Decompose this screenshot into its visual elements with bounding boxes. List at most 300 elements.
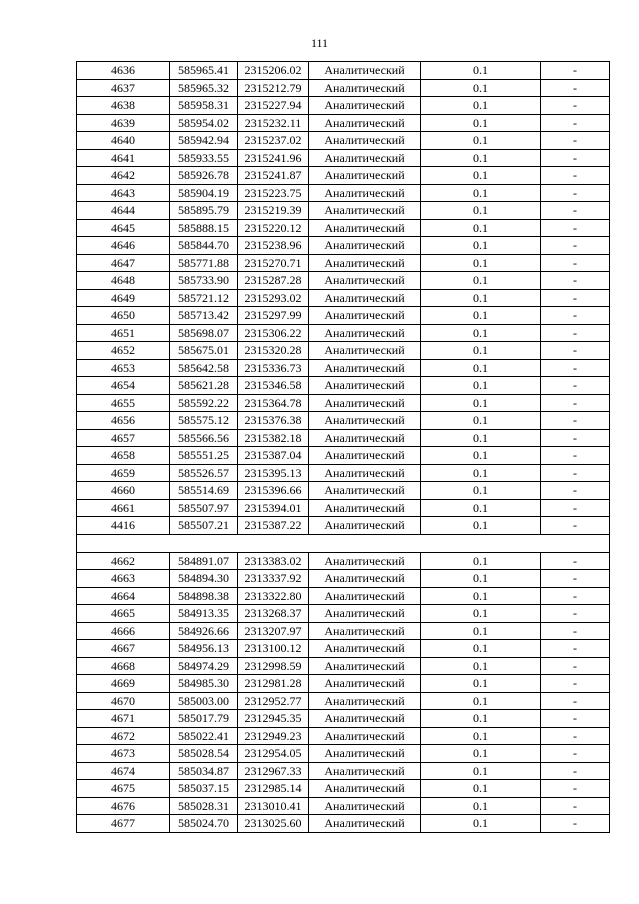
method-cell: Аналитический xyxy=(309,307,421,325)
table-row xyxy=(77,815,610,833)
point-number-cell: 4658 xyxy=(77,447,170,465)
note-cell: - xyxy=(541,552,610,570)
accuracy-cell: 0.1 xyxy=(421,62,541,80)
x-coordinate-cell: 584898.38 xyxy=(170,587,238,605)
table-row xyxy=(77,762,610,780)
y-coordinate-cell: 2315212.79 xyxy=(238,79,309,97)
coordinates-table-body xyxy=(77,62,610,833)
note-cell: - xyxy=(541,377,610,395)
table-row xyxy=(77,745,610,763)
y-coordinate-cell: 2315336.73 xyxy=(238,359,309,377)
note-cell: - xyxy=(541,202,610,220)
point-number-cell: 4642 xyxy=(77,167,170,185)
method-cell: Аналитический xyxy=(309,727,421,745)
accuracy-cell: 0.1 xyxy=(421,97,541,115)
point-number-cell: 4648 xyxy=(77,272,170,290)
point-number-cell: 4673 xyxy=(77,745,170,763)
accuracy-cell: 0.1 xyxy=(421,499,541,517)
method-cell: Аналитический xyxy=(309,780,421,798)
point-number-cell: 4666 xyxy=(77,622,170,640)
note-cell: - xyxy=(541,675,610,693)
method-cell: Аналитический xyxy=(309,324,421,342)
table-row xyxy=(77,307,610,325)
accuracy-cell: 0.1 xyxy=(421,587,541,605)
point-number-cell: 4667 xyxy=(77,640,170,658)
table-row xyxy=(77,640,610,658)
accuracy-cell: 0.1 xyxy=(421,605,541,623)
y-coordinate-cell: 2313010.41 xyxy=(238,797,309,815)
method-cell: Аналитический xyxy=(309,482,421,500)
point-number-cell: 4640 xyxy=(77,132,170,150)
method-cell: Аналитический xyxy=(309,570,421,588)
x-coordinate-cell: 585675.01 xyxy=(170,342,238,360)
note-cell: - xyxy=(541,640,610,658)
y-coordinate-cell: 2315238.96 xyxy=(238,237,309,255)
coordinates-table xyxy=(76,61,610,833)
accuracy-cell: 0.1 xyxy=(421,254,541,272)
y-coordinate-cell: 2315287.28 xyxy=(238,272,309,290)
x-coordinate-cell: 585933.55 xyxy=(170,149,238,167)
x-coordinate-cell: 585514.69 xyxy=(170,482,238,500)
point-number-cell: 4652 xyxy=(77,342,170,360)
note-cell: - xyxy=(541,149,610,167)
accuracy-cell: 0.1 xyxy=(421,745,541,763)
table-row xyxy=(77,412,610,430)
y-coordinate-cell: 2315364.78 xyxy=(238,394,309,412)
note-cell: - xyxy=(541,219,610,237)
y-coordinate-cell: 2315237.02 xyxy=(238,132,309,150)
point-number-cell: 4651 xyxy=(77,324,170,342)
x-coordinate-cell: 584985.30 xyxy=(170,675,238,693)
note-cell: - xyxy=(541,692,610,710)
accuracy-cell: 0.1 xyxy=(421,219,541,237)
x-coordinate-cell: 585566.56 xyxy=(170,429,238,447)
table-row xyxy=(77,202,610,220)
accuracy-cell: 0.1 xyxy=(421,657,541,675)
y-coordinate-cell: 2312945.35 xyxy=(238,710,309,728)
x-coordinate-cell: 584891.07 xyxy=(170,552,238,570)
x-coordinate-cell: 585028.54 xyxy=(170,745,238,763)
y-coordinate-cell: 2315232.11 xyxy=(238,114,309,132)
x-coordinate-cell: 585592.22 xyxy=(170,394,238,412)
table-row xyxy=(77,447,610,465)
method-cell: Аналитический xyxy=(309,464,421,482)
method-cell: Аналитический xyxy=(309,359,421,377)
accuracy-cell: 0.1 xyxy=(421,640,541,658)
note-cell: - xyxy=(541,482,610,500)
y-coordinate-cell: 2312985.14 xyxy=(238,780,309,798)
x-coordinate-cell: 585904.19 xyxy=(170,184,238,202)
table-row xyxy=(77,114,610,132)
x-coordinate-cell: 584913.35 xyxy=(170,605,238,623)
point-number-cell: 4641 xyxy=(77,149,170,167)
accuracy-cell: 0.1 xyxy=(421,149,541,167)
note-cell: - xyxy=(541,289,610,307)
x-coordinate-cell: 585771.88 xyxy=(170,254,238,272)
table-row xyxy=(77,167,610,185)
x-coordinate-cell: 585895.79 xyxy=(170,202,238,220)
table-row xyxy=(77,710,610,728)
y-coordinate-cell: 2315241.87 xyxy=(238,167,309,185)
table-row xyxy=(77,780,610,798)
y-coordinate-cell: 2313337.92 xyxy=(238,570,309,588)
method-cell: Аналитический xyxy=(309,272,421,290)
point-number-cell: 4668 xyxy=(77,657,170,675)
method-cell: Аналитический xyxy=(309,640,421,658)
note-cell: - xyxy=(541,254,610,272)
note-cell: - xyxy=(541,324,610,342)
accuracy-cell: 0.1 xyxy=(421,464,541,482)
y-coordinate-cell: 2315270.71 xyxy=(238,254,309,272)
point-number-cell: 4647 xyxy=(77,254,170,272)
method-cell: Аналитический xyxy=(309,499,421,517)
accuracy-cell: 0.1 xyxy=(421,342,541,360)
method-cell: Аналитический xyxy=(309,710,421,728)
table-row xyxy=(77,184,610,202)
accuracy-cell: 0.1 xyxy=(421,447,541,465)
point-number-cell: 4653 xyxy=(77,359,170,377)
y-coordinate-cell: 2315376.38 xyxy=(238,412,309,430)
table-row xyxy=(77,79,610,97)
method-cell: Аналитический xyxy=(309,62,421,80)
note-cell: - xyxy=(541,167,610,185)
method-cell: Аналитический xyxy=(309,377,421,395)
method-cell: Аналитический xyxy=(309,447,421,465)
point-number-cell: 4661 xyxy=(77,499,170,517)
note-cell: - xyxy=(541,184,610,202)
group-separator-row xyxy=(77,534,610,552)
accuracy-cell: 0.1 xyxy=(421,394,541,412)
note-cell: - xyxy=(541,710,610,728)
point-number-cell: 4657 xyxy=(77,429,170,447)
x-coordinate-cell: 585003.00 xyxy=(170,692,238,710)
x-coordinate-cell: 585575.12 xyxy=(170,412,238,430)
point-number-cell: 4662 xyxy=(77,552,170,570)
y-coordinate-cell: 2313383.02 xyxy=(238,552,309,570)
point-number-cell: 4644 xyxy=(77,202,170,220)
method-cell: Аналитический xyxy=(309,762,421,780)
y-coordinate-cell: 2313268.37 xyxy=(238,605,309,623)
y-coordinate-cell: 2315241.96 xyxy=(238,149,309,167)
x-coordinate-cell: 585713.42 xyxy=(170,307,238,325)
accuracy-cell: 0.1 xyxy=(421,412,541,430)
method-cell: Аналитический xyxy=(309,622,421,640)
y-coordinate-cell: 2312967.33 xyxy=(238,762,309,780)
accuracy-cell: 0.1 xyxy=(421,622,541,640)
point-number-cell: 4655 xyxy=(77,394,170,412)
table-row xyxy=(77,657,610,675)
point-number-cell: 4639 xyxy=(77,114,170,132)
table-row xyxy=(77,587,610,605)
point-number-cell: 4654 xyxy=(77,377,170,395)
table-row xyxy=(77,342,610,360)
x-coordinate-cell: 585721.12 xyxy=(170,289,238,307)
note-cell: - xyxy=(541,464,610,482)
y-coordinate-cell: 2315387.04 xyxy=(238,447,309,465)
accuracy-cell: 0.1 xyxy=(421,815,541,833)
method-cell: Аналитический xyxy=(309,605,421,623)
x-coordinate-cell: 585954.02 xyxy=(170,114,238,132)
note-cell: - xyxy=(541,272,610,290)
method-cell: Аналитический xyxy=(309,429,421,447)
y-coordinate-cell: 2315297.99 xyxy=(238,307,309,325)
accuracy-cell: 0.1 xyxy=(421,167,541,185)
note-cell: - xyxy=(541,394,610,412)
method-cell: Аналитический xyxy=(309,254,421,272)
y-coordinate-cell: 2315394.01 xyxy=(238,499,309,517)
group-separator-cell xyxy=(77,534,610,552)
x-coordinate-cell: 584926.66 xyxy=(170,622,238,640)
point-number-cell: 4677 xyxy=(77,815,170,833)
x-coordinate-cell: 585942.94 xyxy=(170,132,238,150)
note-cell: - xyxy=(541,62,610,80)
point-number-cell: 4649 xyxy=(77,289,170,307)
x-coordinate-cell: 585926.78 xyxy=(170,167,238,185)
method-cell: Аналитический xyxy=(309,149,421,167)
note-cell: - xyxy=(541,132,610,150)
table-row xyxy=(77,219,610,237)
point-number-cell: 4637 xyxy=(77,79,170,97)
accuracy-cell: 0.1 xyxy=(421,517,541,535)
table-row xyxy=(77,692,610,710)
note-cell: - xyxy=(541,237,610,255)
table-row xyxy=(77,482,610,500)
y-coordinate-cell: 2312952.77 xyxy=(238,692,309,710)
table-row xyxy=(77,499,610,517)
note-cell: - xyxy=(541,97,610,115)
x-coordinate-cell: 585888.15 xyxy=(170,219,238,237)
x-coordinate-cell: 584894.30 xyxy=(170,570,238,588)
accuracy-cell: 0.1 xyxy=(421,114,541,132)
y-coordinate-cell: 2315206.02 xyxy=(238,62,309,80)
table-row xyxy=(77,97,610,115)
method-cell: Аналитический xyxy=(309,167,421,185)
table-row xyxy=(77,552,610,570)
note-cell: - xyxy=(541,780,610,798)
point-number-cell: 4656 xyxy=(77,412,170,430)
accuracy-cell: 0.1 xyxy=(421,307,541,325)
x-coordinate-cell: 585028.31 xyxy=(170,797,238,815)
point-number-cell: 4676 xyxy=(77,797,170,815)
y-coordinate-cell: 2313025.60 xyxy=(238,815,309,833)
note-cell: - xyxy=(541,657,610,675)
x-coordinate-cell: 584974.29 xyxy=(170,657,238,675)
x-coordinate-cell: 585958.31 xyxy=(170,97,238,115)
point-number-cell: 4416 xyxy=(77,517,170,535)
y-coordinate-cell: 2313100.12 xyxy=(238,640,309,658)
note-cell: - xyxy=(541,412,610,430)
table-row xyxy=(77,149,610,167)
point-number-cell: 4638 xyxy=(77,97,170,115)
note-cell: - xyxy=(541,797,610,815)
x-coordinate-cell: 585642.58 xyxy=(170,359,238,377)
point-number-cell: 4664 xyxy=(77,587,170,605)
method-cell: Аналитический xyxy=(309,202,421,220)
x-coordinate-cell: 585698.07 xyxy=(170,324,238,342)
table-row xyxy=(77,377,610,395)
note-cell: - xyxy=(541,429,610,447)
method-cell: Аналитический xyxy=(309,79,421,97)
x-coordinate-cell: 585844.70 xyxy=(170,237,238,255)
method-cell: Аналитический xyxy=(309,797,421,815)
y-coordinate-cell: 2315382.18 xyxy=(238,429,309,447)
accuracy-cell: 0.1 xyxy=(421,429,541,447)
note-cell: - xyxy=(541,745,610,763)
note-cell: - xyxy=(541,587,610,605)
table-row xyxy=(77,429,610,447)
y-coordinate-cell: 2315387.22 xyxy=(238,517,309,535)
y-coordinate-cell: 2315219.39 xyxy=(238,202,309,220)
method-cell: Аналитический xyxy=(309,114,421,132)
method-cell: Аналитический xyxy=(309,745,421,763)
x-coordinate-cell: 585551.25 xyxy=(170,447,238,465)
accuracy-cell: 0.1 xyxy=(421,762,541,780)
x-coordinate-cell: 585022.41 xyxy=(170,727,238,745)
note-cell: - xyxy=(541,762,610,780)
accuracy-cell: 0.1 xyxy=(421,570,541,588)
y-coordinate-cell: 2315223.75 xyxy=(238,184,309,202)
table-row xyxy=(77,464,610,482)
method-cell: Аналитический xyxy=(309,342,421,360)
x-coordinate-cell: 585733.90 xyxy=(170,272,238,290)
x-coordinate-cell: 585034.87 xyxy=(170,762,238,780)
accuracy-cell: 0.1 xyxy=(421,359,541,377)
y-coordinate-cell: 2315320.28 xyxy=(238,342,309,360)
note-cell: - xyxy=(541,499,610,517)
y-coordinate-cell: 2315220.12 xyxy=(238,219,309,237)
accuracy-cell: 0.1 xyxy=(421,132,541,150)
point-number-cell: 4660 xyxy=(77,482,170,500)
note-cell: - xyxy=(541,517,610,535)
accuracy-cell: 0.1 xyxy=(421,324,541,342)
method-cell: Аналитический xyxy=(309,517,421,535)
method-cell: Аналитический xyxy=(309,675,421,693)
table-row xyxy=(77,237,610,255)
note-cell: - xyxy=(541,114,610,132)
y-coordinate-cell: 2315346.58 xyxy=(238,377,309,395)
y-coordinate-cell: 2312954.05 xyxy=(238,745,309,763)
note-cell: - xyxy=(541,447,610,465)
x-coordinate-cell: 585017.79 xyxy=(170,710,238,728)
point-number-cell: 4674 xyxy=(77,762,170,780)
y-coordinate-cell: 2315395.13 xyxy=(238,464,309,482)
y-coordinate-cell: 2315227.94 xyxy=(238,97,309,115)
point-number-cell: 4671 xyxy=(77,710,170,728)
x-coordinate-cell: 585621.28 xyxy=(170,377,238,395)
point-number-cell: 4650 xyxy=(77,307,170,325)
note-cell: - xyxy=(541,342,610,360)
point-number-cell: 4643 xyxy=(77,184,170,202)
method-cell: Аналитический xyxy=(309,815,421,833)
x-coordinate-cell: 585526.57 xyxy=(170,464,238,482)
method-cell: Аналитический xyxy=(309,237,421,255)
method-cell: Аналитический xyxy=(309,132,421,150)
point-number-cell: 4669 xyxy=(77,675,170,693)
note-cell: - xyxy=(541,570,610,588)
method-cell: Аналитический xyxy=(309,552,421,570)
point-number-cell: 4672 xyxy=(77,727,170,745)
method-cell: Аналитический xyxy=(309,184,421,202)
x-coordinate-cell: 585037.15 xyxy=(170,780,238,798)
point-number-cell: 4670 xyxy=(77,692,170,710)
y-coordinate-cell: 2315293.02 xyxy=(238,289,309,307)
table-row xyxy=(77,570,610,588)
method-cell: Аналитический xyxy=(309,587,421,605)
accuracy-cell: 0.1 xyxy=(421,675,541,693)
x-coordinate-cell: 585507.21 xyxy=(170,517,238,535)
table-row xyxy=(77,622,610,640)
note-cell: - xyxy=(541,605,610,623)
x-coordinate-cell: 585965.41 xyxy=(170,62,238,80)
table-row xyxy=(77,797,610,815)
accuracy-cell: 0.1 xyxy=(421,377,541,395)
note-cell: - xyxy=(541,359,610,377)
method-cell: Аналитический xyxy=(309,394,421,412)
accuracy-cell: 0.1 xyxy=(421,184,541,202)
table-row xyxy=(77,324,610,342)
accuracy-cell: 0.1 xyxy=(421,202,541,220)
y-coordinate-cell: 2313207.97 xyxy=(238,622,309,640)
y-coordinate-cell: 2312981.28 xyxy=(238,675,309,693)
table-row xyxy=(77,727,610,745)
page-number: 111 xyxy=(310,36,329,50)
table-row xyxy=(77,517,610,535)
point-number-cell: 4659 xyxy=(77,464,170,482)
point-number-cell: 4665 xyxy=(77,605,170,623)
method-cell: Аналитический xyxy=(309,219,421,237)
table-row xyxy=(77,132,610,150)
table-row xyxy=(77,272,610,290)
point-number-cell: 4663 xyxy=(77,570,170,588)
note-cell: - xyxy=(541,622,610,640)
method-cell: Аналитический xyxy=(309,412,421,430)
y-coordinate-cell: 2315396.66 xyxy=(238,482,309,500)
accuracy-cell: 0.1 xyxy=(421,797,541,815)
table-row xyxy=(77,359,610,377)
method-cell: Аналитический xyxy=(309,657,421,675)
accuracy-cell: 0.1 xyxy=(421,289,541,307)
point-number-cell: 4675 xyxy=(77,780,170,798)
accuracy-cell: 0.1 xyxy=(421,237,541,255)
x-coordinate-cell: 585965.32 xyxy=(170,79,238,97)
y-coordinate-cell: 2315306.22 xyxy=(238,324,309,342)
x-coordinate-cell: 585024.70 xyxy=(170,815,238,833)
point-number-cell: 4636 xyxy=(77,62,170,80)
x-coordinate-cell: 585507.97 xyxy=(170,499,238,517)
table-row xyxy=(77,605,610,623)
point-number-cell: 4646 xyxy=(77,237,170,255)
y-coordinate-cell: 2312949.23 xyxy=(238,727,309,745)
y-coordinate-cell: 2313322.80 xyxy=(238,587,309,605)
note-cell: - xyxy=(541,307,610,325)
table-row xyxy=(77,254,610,272)
accuracy-cell: 0.1 xyxy=(421,552,541,570)
accuracy-cell: 0.1 xyxy=(421,272,541,290)
accuracy-cell: 0.1 xyxy=(421,710,541,728)
method-cell: Аналитический xyxy=(309,692,421,710)
table-row xyxy=(77,675,610,693)
table-row xyxy=(77,394,610,412)
accuracy-cell: 0.1 xyxy=(421,780,541,798)
note-cell: - xyxy=(541,815,610,833)
x-coordinate-cell: 584956.13 xyxy=(170,640,238,658)
table-row xyxy=(77,289,610,307)
method-cell: Аналитический xyxy=(309,97,421,115)
accuracy-cell: 0.1 xyxy=(421,79,541,97)
method-cell: Аналитический xyxy=(309,289,421,307)
note-cell: - xyxy=(541,727,610,745)
y-coordinate-cell: 2312998.59 xyxy=(238,657,309,675)
